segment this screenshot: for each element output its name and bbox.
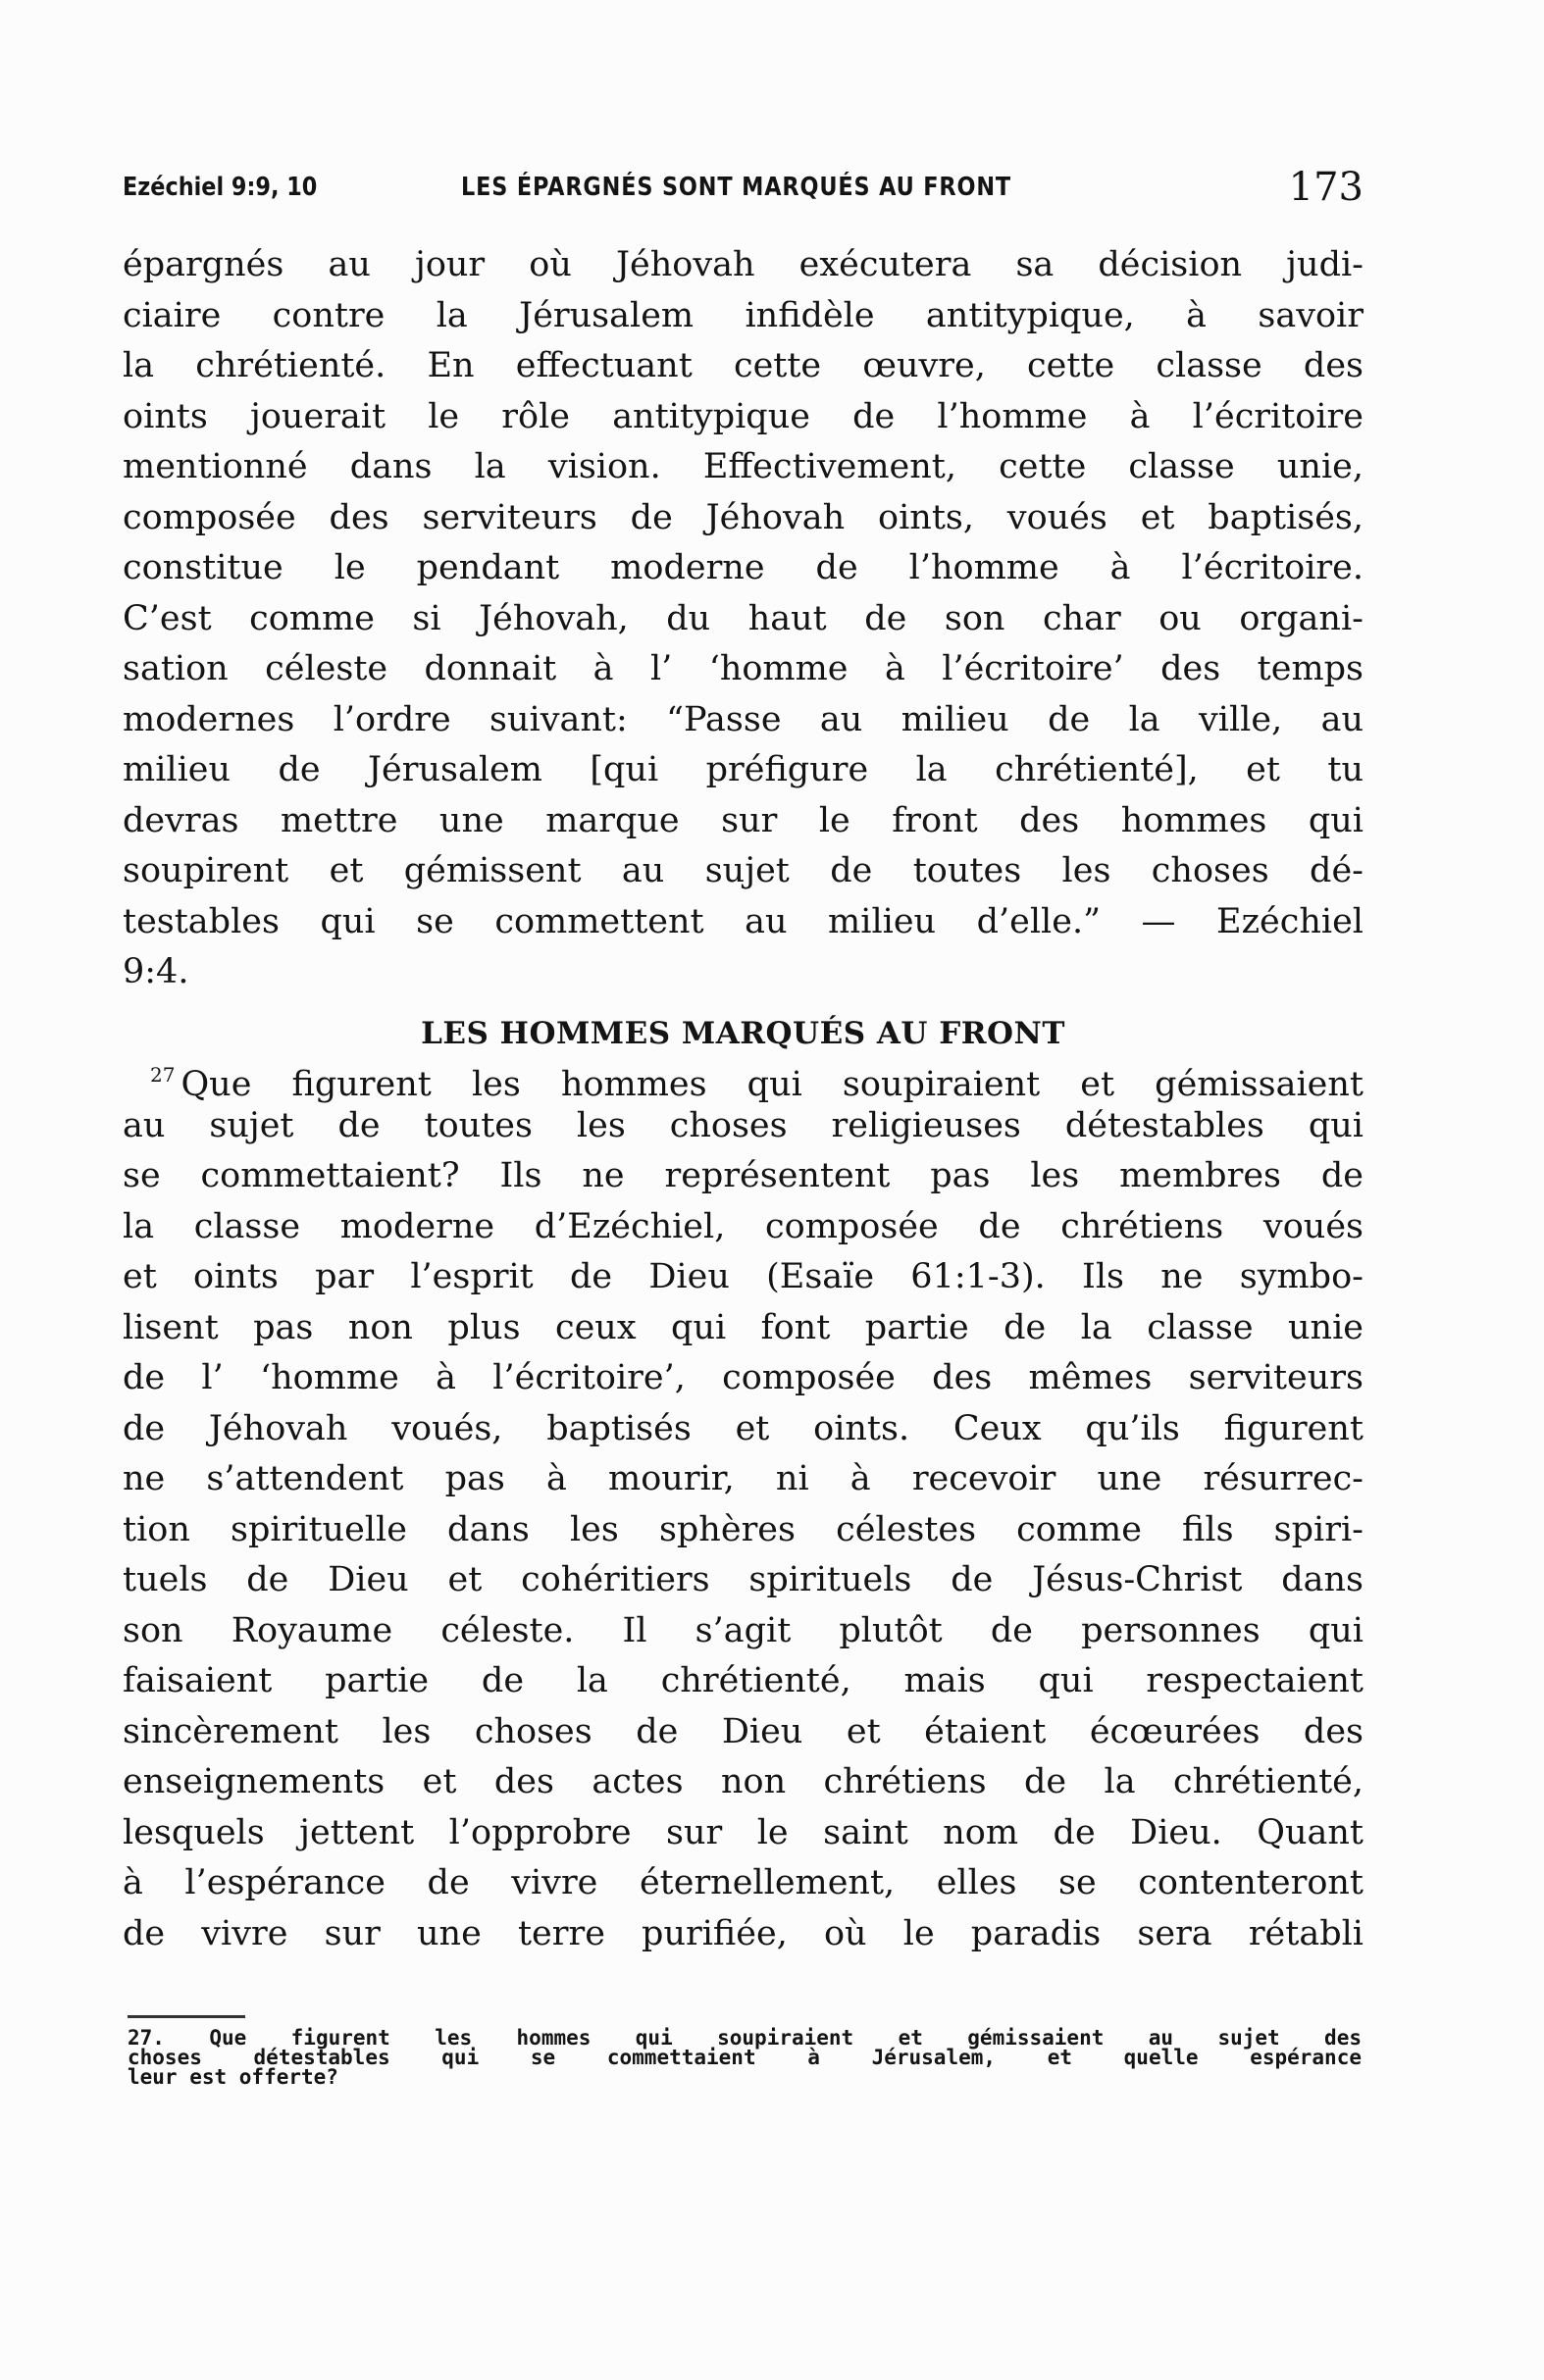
text-line: et oints par l’esprit de Dieu (Esaïe 61:1-3). Ils ne symbo- xyxy=(123,1257,1364,1296)
footnote-divider xyxy=(128,2015,245,2018)
text-line: épargnés au jour où Jéhovah exécutera sa décision judi- xyxy=(123,245,1364,284)
text-line: de Jéhovah voués, baptisés et oints. Ceux qu’ils figurent xyxy=(123,1408,1364,1448)
text-line: sation céleste donnait à l’ ‘homme à l’écritoire’ des temps xyxy=(123,649,1364,688)
text-line: modernes l’ordre suivant: “Passe au milieu de la ville, au xyxy=(123,699,1364,739)
text-line: tuels de Dieu et cohéritiers spirituels de Jésus-Christ dans xyxy=(123,1560,1364,1599)
text-line: mentionné dans la vision. Effectivement, cette classe unie, xyxy=(123,447,1364,486)
text-line: la chrétienté. En effectuant cette œuvre, cette classe des xyxy=(123,346,1364,385)
footnote-question xyxy=(128,2028,1362,2087)
text-line: de l’ ‘homme à l’écritoire’, composée des mêmes serviteurs xyxy=(123,1358,1364,1397)
text-line: C’est comme si Jéhovah, du haut de son char ou organi- xyxy=(123,598,1364,638)
text-line: faisaient partie de la chrétienté, mais qui respectaient xyxy=(123,1661,1364,1700)
text-line: 9:4. xyxy=(123,952,189,991)
text-line: ciaire contre la Jérusalem infidèle antitypique, à savoir xyxy=(123,295,1364,335)
text-line xyxy=(123,1050,1364,1104)
text-line: sincèrement les choses de Dieu et étaient écœurées des xyxy=(123,1711,1364,1751)
text-line: testables qui se commettent au milieu d’elle.” — Ezéchiel xyxy=(123,901,1364,941)
text-line: lesquels jettent l’opprobre sur le saint nom de Dieu. Quant xyxy=(123,1812,1364,1852)
intro-paragraph xyxy=(123,240,1364,998)
text-line-content: Que figurent les hommes qui soupiraient et gémissaient xyxy=(180,1065,1364,1104)
footnote-line: 27. Que figurent les hommes qui soupiraient et gémissaient au sujet des xyxy=(128,2026,1362,2050)
paragraph-number: 27 xyxy=(150,1063,176,1087)
paragraph-27 xyxy=(123,1050,1364,1959)
chapter-title: LES ÉPARGNÉS SONT MARQUÉS AU FRONT xyxy=(461,173,1012,202)
running-head xyxy=(123,165,1364,208)
text-line: oints jouerait le rôle antitypique de l’homme à l’écritoire xyxy=(123,396,1364,436)
text-line: devras mettre une marque sur le front des hommes qui xyxy=(123,800,1364,840)
section-heading: LES HOMMES MARQUÉS AU FRONT xyxy=(421,1016,1065,1051)
text-line: soupirent et gémissent au sujet de toutes les choses dé- xyxy=(123,851,1364,890)
page-number: 173 xyxy=(1288,165,1364,210)
text-line: constitue le pendant moderne de l’homme à l’écritoire. xyxy=(123,548,1364,587)
text-line: composée des serviteurs de Jéhovah oints, voués et baptisés, xyxy=(123,497,1364,537)
text-line: enseignements et des actes non chrétiens de la chrétienté, xyxy=(123,1762,1364,1801)
text-line: lisent pas non plus ceux qui font partie de la classe unie xyxy=(123,1307,1364,1347)
footnote-line: choses détestables qui se commettaient à Jérusalem, et quelle espérance xyxy=(128,2046,1362,2069)
text-line: au sujet de toutes les choses religieuses détestables qui xyxy=(123,1105,1364,1145)
text-line: de vivre sur une terre purifiée, où le paradis sera rétabli xyxy=(123,1913,1364,1953)
text-line: la classe moderne d’Ezéchiel, composée de chrétiens voués xyxy=(123,1206,1364,1246)
footnote-line: leur est offerte? xyxy=(128,2065,338,2089)
text-line: se commettaient? Ils ne représentent pas les membres de xyxy=(123,1156,1364,1195)
text-line: ne s’attendent pas à mourir, ni à recevoir une résurrec- xyxy=(123,1459,1364,1498)
scripture-reference: Ezéchiel 9:9, 10 xyxy=(123,173,318,202)
text-line: son Royaume céleste. Il s’agit plutôt de personnes qui xyxy=(123,1610,1364,1650)
text-line: milieu de Jérusalem [qui préfigure la chrétienté], et tu xyxy=(123,750,1364,789)
text-line: tion spirituelle dans les sphères célestes comme fils spiri- xyxy=(123,1509,1364,1549)
text-line: à l’espérance de vivre éternellement, elles se contenteront xyxy=(123,1863,1364,1902)
